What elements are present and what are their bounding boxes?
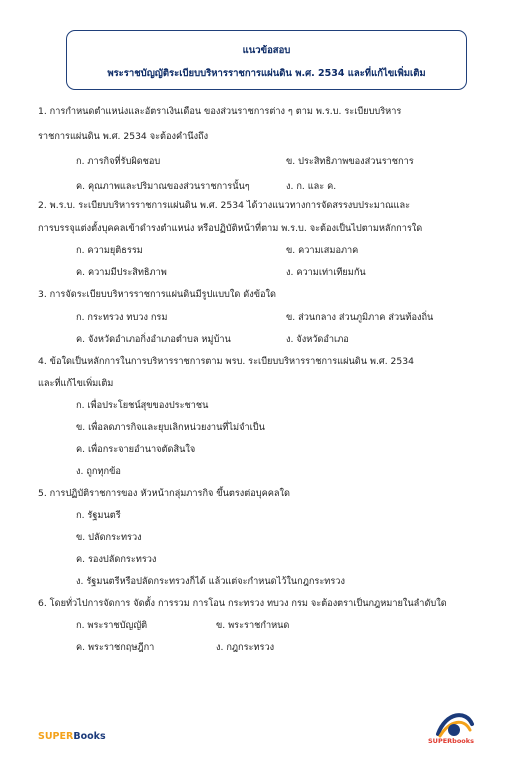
question-4-line-1: 4. ข้อใดเป็นหลักการในการบริหารราชการตาม พรบ. ระเบียบบริหารราชการแผ่นดิน พ.ศ. 2534 xyxy=(38,356,414,367)
question-4-option-a: ก. เพื่อประโยชน์สุขของประชาชน xyxy=(76,400,209,411)
question-3-line-1: 3. การจัดระเบียบบริหารราชการแผ่นดินมีรูปแบบใด ดังข้อใด xyxy=(38,289,276,300)
question-2-option-b: ข. ความเสมอภาค xyxy=(286,245,359,256)
question-1-option-b: ข. ประสิทธิภาพของส่วนราชการ xyxy=(286,156,414,167)
logo-text: SUPERbooks xyxy=(428,737,474,745)
question-6-line-1: 6. โดยทั่วไปการจัดการ จัดตั้ง การรวม การโอน กระทรวง ทบวง กรม จะต้องตราเป็นกฎหมายในลำดับใด xyxy=(38,598,447,609)
footer-brand-super: SUPER xyxy=(38,731,74,742)
question-2-line-2: การบรรจุแต่งตั้งบุคคลเข้าดำรงตำแหน่ง หรือปฏิบัติหน้าที่ตาม พ.ร.บ. จะต้องเป็นไปตามหลักการใด xyxy=(38,223,423,234)
page-title: แนวข้อสอบ xyxy=(242,45,291,56)
question-5-option-a: ก. รัฐมนตรี xyxy=(76,510,121,521)
question-1-option-d: ง. ก. และ ค. xyxy=(286,181,337,192)
question-2-line-1: 2. พ.ร.บ. ระเบียบบริหารราชการแผ่นดิน พ.ศ. 2534 ได้วางแนวทางการจัดสรรงบประมาณและ xyxy=(38,200,411,211)
question-5-option-c: ค. รองปลัดกระทรวง xyxy=(76,554,157,565)
question-5-option-d: ง. รัฐมนตรีหรือปลัดกระทรวงก็ได้ แล้วแต่จะกำหนดไว้ในกฎกระทรวง xyxy=(76,576,345,587)
question-6-option-c: ค. พระราชกฤษฎีกา xyxy=(76,642,155,653)
question-6-option-b: ข. พระราชกำหนด xyxy=(216,620,290,631)
question-1-option-a: ก. ภารกิจที่รับผิดชอบ xyxy=(76,156,161,167)
question-3-option-c: ค. จังหวัดอำเภอกิ่งอำเภอตำบล หมู่บ้าน xyxy=(76,334,231,345)
question-6-option-d: ง. กฎกระทรวง xyxy=(216,642,275,653)
question-3-option-d: ง. จังหวัดอำเภอ xyxy=(286,334,349,345)
footer-brand-books: Books xyxy=(73,731,106,742)
question-2-option-d: ง. ความเท่าเทียมกัน xyxy=(286,267,366,278)
question-2-option-a: ก. ความยุติธรรม xyxy=(76,245,143,256)
question-4-line-2: และที่แก้ไขเพิ่มเติม xyxy=(38,378,114,389)
page-subtitle: พระราชบัญญัติระเบียบบริหารราชการแผ่นดิน พ.ศ. 2534 และที่แก้ไขเพิ่มเติม xyxy=(107,68,426,79)
question-4-option-d: ง. ถูกทุกข้อ xyxy=(76,466,121,477)
question-5-option-b: ข. ปลัดกระทรวง xyxy=(76,532,142,543)
question-6-option-a: ก. พระราชบัญญัติ xyxy=(76,620,148,631)
question-2-option-c: ค. ความมีประสิทธิภาพ xyxy=(76,267,167,278)
question-4-option-b: ข. เพื่อลดภารกิจและยุบเลิกหน่วยงานที่ไม่จำเป็น xyxy=(76,422,265,433)
question-1-line-2: ราชการแผ่นดิน พ.ศ. 2534 จะต้องคำนึงถึง xyxy=(38,131,209,142)
question-1-line-1: 1. การกำหนดตำแหน่งและอัตราเงินเดือน ของส่วนราชการต่าง ๆ ตาม พ.ร.บ. ระเบียบบริหาร xyxy=(38,106,402,117)
question-4-option-c: ค. เพื่อกระจายอำนาจตัดสินใจ xyxy=(76,444,196,455)
header-box xyxy=(66,30,467,90)
question-3-option-a: ก. กระทรวง ทบวง กรม xyxy=(76,312,168,323)
footer-brand xyxy=(38,731,106,742)
question-1-option-c: ค. คุณภาพและปริมาณของส่วนราชการนั้นๆ xyxy=(76,181,250,192)
question-5-line-1: 5. การปฏิบัติราชการของ หัวหน้ากลุ่มภารกิจ ขึ้นตรงต่อบุคคลใด xyxy=(38,488,290,499)
question-3-option-b: ข. ส่วนกลาง ส่วนภูมิภาค ส่วนท้องถิ่น xyxy=(286,312,434,323)
